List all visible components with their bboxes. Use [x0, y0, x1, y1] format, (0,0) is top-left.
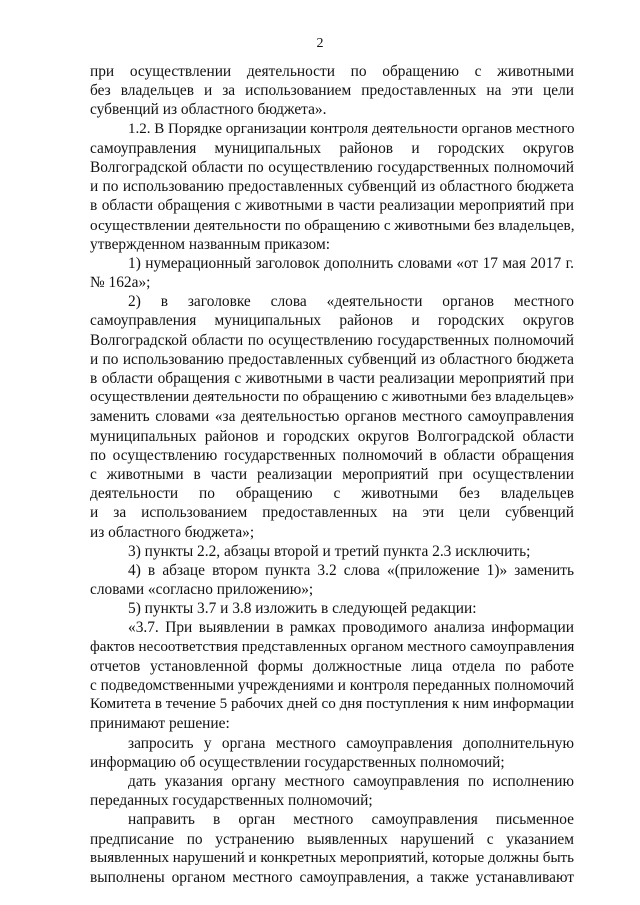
text-line: 2) в заголовке слова «деятельности органов местного [128, 293, 574, 311]
text-line: утвержденном названным приказом: [90, 235, 330, 253]
text-line: переданных государственных полномочий; [90, 792, 373, 810]
text-line: по осуществлению государственных полномочий в области обращения [90, 446, 574, 464]
text-line: Волгоградской области по осуществлению государственных полномочий [90, 331, 574, 349]
text-line: 1.2. В Порядке организации контроля деятельности органов местного [128, 120, 575, 137]
text-line: с животными в части реализации мероприятий при осуществлении [90, 465, 574, 483]
text-line: фактов несоответствия представленных органом местного самоуправления [90, 638, 575, 655]
text-line: Волгоградской области по осуществлению государственных полномочий [90, 158, 574, 176]
text-line: и по использованию предоставленных субвенций из областного бюджета [90, 178, 574, 196]
text-line: дать указания органу местного самоуправления по исполнению [128, 772, 574, 790]
text-line: из областного бюджета»; [90, 523, 255, 541]
text-line: в области обращения с животными в части реализации мероприятий при [90, 197, 574, 215]
text-line: информацию об осуществлении государственных полномочий; [90, 753, 505, 771]
text-line: словами «согласно приложению»; [90, 581, 314, 599]
text-line: выявленных нарушений и конкретных мероприятий, которые должны быть [90, 849, 574, 866]
text-line: Комитета в течение 5 рабочих дней со дня поступления к ним информации [90, 696, 574, 713]
text-line: и по использованию предоставленных субвенций из областного бюджета [90, 350, 574, 368]
text-line: заменить словами «за деятельностью органов местного самоуправления [90, 408, 574, 426]
document-body [90, 62, 574, 887]
text-line: самоуправления муниципальных районов и городских округов [90, 312, 574, 330]
text-line: 4) в абзаце втором пункта 3.2 слова «(приложение 1)» заменить [128, 561, 574, 579]
text-line: выполнены органом местного самоуправления, а также устанавливают [90, 868, 574, 886]
text-line: запросить у органа местного самоуправления дополнительную [128, 734, 574, 752]
text-line: с подведомственными учреждениями и контроля переданных полномочий [90, 677, 574, 694]
text-line: без владельцев и за использованием предоставленных на эти цели [90, 82, 574, 100]
text-line: предписание по устранению выявленных нарушений с указанием [90, 830, 574, 848]
text-line: при осуществлении деятельности по обращению с животными [90, 63, 574, 80]
text-line: 5) пункты 3.7 и 3.8 изложить в следующей редакции: [128, 600, 477, 618]
text-line: муниципальных районов и городских округов Волгоградской области [90, 427, 574, 445]
text-line: осуществлении деятельности по обращению с животными без владельцев» [90, 389, 575, 406]
text-line: 1) нумерационный заголовок дополнить словами «от 17 мая 2017 г. [128, 254, 574, 272]
text-line: субвенций из областного бюджета». [90, 101, 327, 119]
text-line: направить в орган местного самоуправления письменное [128, 811, 574, 829]
text-line: в области обращения с животными в части реализации мероприятий при [90, 370, 574, 387]
text-line: 3) пункты 2.2, абзацы второй и третий пункта 2.3 исключить; [128, 542, 531, 560]
text-line: «3.7. При выявлении в рамках проводимого анализа информации [128, 619, 574, 637]
text-line: деятельности по обращению с животными без владельцев [90, 485, 574, 503]
text-line: самоуправления муниципальных районов и городских округов [90, 139, 574, 157]
text-line: № 162а»; [90, 274, 151, 292]
page-number: 2 [316, 36, 324, 51]
text-line: осуществлении деятельности по обращению с животными без владельцев, [90, 216, 575, 234]
text-line: принимают решение: [90, 715, 230, 733]
text-line: отчетов установленной формы должностные лица отдела по работе [90, 657, 574, 675]
text-line: и за использованием предоставленных на эти цели субвенций [90, 504, 574, 522]
